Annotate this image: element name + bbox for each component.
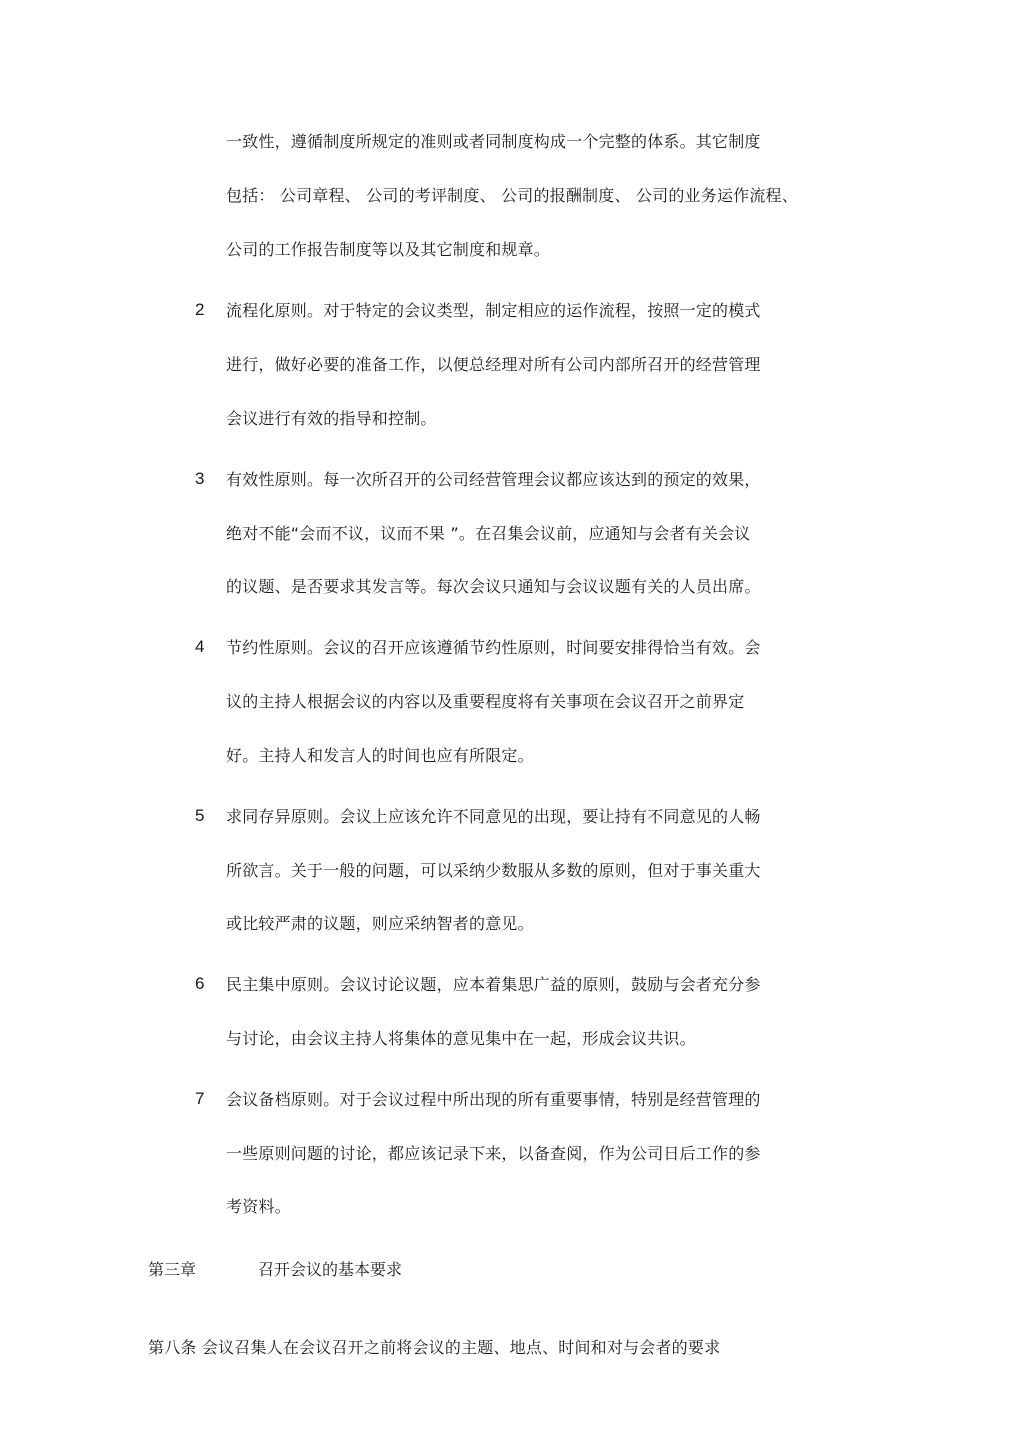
principle-3-line-1: 有效性原则。每一次所召开的公司经营管理会议都应该达到的预定的效果， bbox=[226, 470, 761, 489]
article-8-line: 第八条 会议召集人在会议召开之前将会议的主题、地点、时间和对与会者的要求 bbox=[148, 1338, 721, 1357]
principle-7-line-3: 考资料。 bbox=[226, 1197, 291, 1216]
principle-3-line-3: 的议题、是否要求其发言等。每次会议只通知与会议议题有关的人员出席。 bbox=[226, 577, 761, 596]
intro-line-1: 一致性，遵循制度所规定的准则或者同制度构成一个完整的体系。其它制度 bbox=[226, 132, 761, 151]
principle-6-line-2: 与讨论，由会议主持人将集体的意见集中在一起，形成会议共识。 bbox=[226, 1029, 696, 1048]
principle-number-7: 7 bbox=[195, 1089, 205, 1108]
principle-2-line-3: 会议进行有效的指导和控制。 bbox=[226, 409, 437, 428]
intro-line-2: 包括： 公司章程、 公司的考评制度、 公司的报酬制度、 公司的业务运作流程、 bbox=[226, 186, 798, 205]
principle-5-line-2: 所欲言。关于一般的问题，可以采纳少数服从多数的原则，但对于事关重大 bbox=[226, 861, 761, 880]
principle-6-line-1: 民主集中原则。会议讨论议题，应本着集思广益的原则，鼓励与会者充分参 bbox=[226, 975, 761, 994]
principle-3-line-2: 绝对不能“会而不议，议而不果 ”。在召集会议前，应通知与会者有关会议 bbox=[226, 524, 751, 543]
principle-number-4: 4 bbox=[195, 637, 205, 656]
principle-7-line-1: 会议备档原则。对于会议过程中所出现的所有重要事情，特别是经营管理的 bbox=[226, 1090, 761, 1109]
principle-number-3: 3 bbox=[195, 469, 205, 488]
principle-4-line-1: 节约性原则。会议的召开应该遵循节约性原则，时间要安排得恰当有效。会 bbox=[226, 638, 761, 657]
principle-4-line-2: 议的主持人根据会议的内容以及重要程度将有关事项在会议召开之前界定 bbox=[226, 692, 745, 711]
chapter-number: 第三章 bbox=[148, 1260, 197, 1279]
chapter-title: 召开会议的基本要求 bbox=[258, 1260, 403, 1279]
principle-7-line-2: 一些原则问题的讨论，都应该记录下来，以备查阅，作为公司日后工作的参 bbox=[226, 1144, 761, 1163]
principle-number-6: 6 bbox=[195, 974, 205, 993]
principle-4-line-3: 好。主持人和发言人的时间也应有所限定。 bbox=[226, 746, 534, 765]
principle-number-2: 2 bbox=[195, 300, 205, 319]
principle-5-line-1: 求同存异原则。会议上应该允许不同意见的出现，要让持有不同意见的人畅 bbox=[226, 807, 761, 826]
principle-2-line-2: 进行，做好必要的准备工作，以便总经理对所有公司内部所召开的经营管理 bbox=[226, 355, 761, 374]
principle-2-line-1: 流程化原则。对于特定的会议类型，制定相应的运作流程，按照一定的模式 bbox=[226, 301, 761, 320]
intro-line-3: 公司的工作报告制度等以及其它制度和规章。 bbox=[226, 240, 551, 259]
principle-number-5: 5 bbox=[195, 806, 205, 825]
principle-5-line-3: 或比较严肃的议题，则应采纳智者的意见。 bbox=[226, 914, 534, 933]
